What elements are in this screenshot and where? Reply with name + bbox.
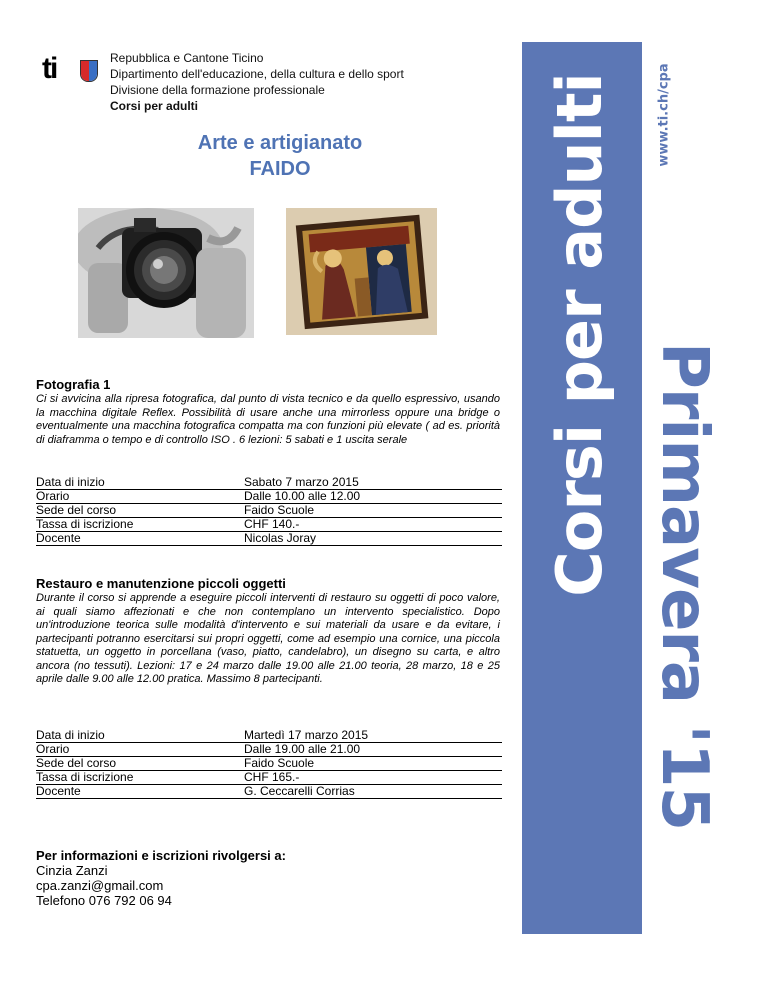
ticino-logo: [42, 54, 104, 88]
table-row: [36, 729, 502, 743]
header-line-2: Dipartimento dell'educazione, della cultura e dello sport: [110, 67, 404, 81]
info-value: Faido Scuole: [244, 757, 502, 771]
info-label: Sede del corso: [36, 504, 244, 518]
info-label: Data di inizio: [36, 729, 244, 743]
table-row: [36, 518, 502, 532]
course-title: Restauro e manutenzione piccoli oggetti: [36, 576, 286, 591]
title-line-2: FAIDO: [249, 158, 311, 180]
band-url[interactable]: www.ti.ch/cpa: [656, 63, 672, 167]
table-row: [36, 504, 502, 518]
table-row: [36, 757, 502, 771]
band-title: Corsi per adulti: [543, 73, 616, 597]
info-value: Dalle 10.00 alle 12.00: [244, 490, 502, 504]
info-value: Martedì 17 marzo 2015: [244, 729, 502, 743]
info-label: Orario: [36, 490, 244, 504]
info-label: Data di inizio: [36, 476, 244, 490]
info-label: Docente: [36, 785, 244, 799]
table-row: [36, 785, 502, 799]
info-value: Dalle 19.00 alle 21.00: [244, 743, 502, 757]
restored-icon-photo: [286, 208, 437, 335]
course-description: Ci si avvicina alla ripresa fotografica, dal punto di vista tecnico e da quello espressivo, usando la macchina digitale Reflex. Possibilità di usare anche una mirrorless oppure una bridge o eventualmente una macchina fotografica compatta ma con funzioni più elevate ( ad es. priorità di diaframma o tempo e di controllo ISO . 6 lezioni: 5 sabati e 1 uscita serale: [36, 393, 500, 446]
course-section-1: [36, 377, 500, 447]
info-value: Sabato 7 marzo 2015: [244, 476, 502, 490]
info-value: CHF 165.-: [244, 771, 502, 785]
course-description: Durante il corso si apprende a eseguire piccoli interventi di restauro su oggetti di poco valore, ai quali siamo affezionati e che non contemplano un intervento specialistico. Dopo un'introduzione teorica sulle modalità d'intervento e sui materiali da usare e da evitare, i partecipanti potranno esercitarsi sui propri oggetti, come ad esempio una cornice, una piccola statuetta, un oggetto in porcellana (vaso, piatto, candelabro), un disegno su carta, e altro ancora (no tessuti). Lezioni: 17 e 24 marzo dalle 19.00 alle 21.00 teoria, 28 marzo, 18 e 25 aprile dalle 9.00 alle 12.00 pratica. Massimo 8 partecipanti.: [36, 592, 500, 685]
table-row: [36, 532, 502, 546]
contact-heading: Per informazioni e iscrizioni rivolgersi a:: [36, 848, 286, 863]
title-line-1: Arte e artigianato: [197, 132, 363, 154]
info-label: Tassa di iscrizione: [36, 518, 244, 532]
page-title: [150, 130, 410, 182]
info-value: CHF 140.-: [244, 518, 502, 532]
course-info-table-1: [36, 476, 502, 546]
info-value: G. Ceccarelli Corrias: [244, 785, 502, 799]
contact-block: [36, 848, 286, 908]
info-label: Sede del corso: [36, 757, 244, 771]
logo-text: ti: [42, 52, 57, 85]
band-season: Primavera '15: [647, 341, 721, 831]
contact-name: Cinzia Zanzi: [36, 863, 108, 878]
table-row: [36, 490, 502, 504]
info-value: Faido Scuole: [244, 504, 502, 518]
info-label: Docente: [36, 532, 244, 546]
camera-photo: [78, 208, 254, 338]
info-label: Orario: [36, 743, 244, 757]
header-line-4: Corsi per adulti: [110, 99, 199, 113]
contact-email[interactable]: cpa.zanzi@gmail.com: [36, 878, 164, 893]
header-lines: [110, 50, 404, 114]
ticino-shield-icon: [80, 60, 98, 82]
header-line-3: Divisione della formazione professionale: [110, 83, 325, 97]
course-section-2: [36, 576, 500, 687]
table-row: [36, 771, 502, 785]
contact-phone: Telefono 076 792 06 94: [36, 893, 172, 908]
header-line-1: Repubblica e Cantone Ticino: [110, 51, 264, 65]
table-row: [36, 743, 502, 757]
info-value: Nicolas Joray: [244, 532, 502, 546]
course-title: Fotografia 1: [36, 377, 111, 392]
course-info-table-2: [36, 729, 502, 799]
info-label: Tassa di iscrizione: [36, 771, 244, 785]
table-row: [36, 476, 502, 490]
